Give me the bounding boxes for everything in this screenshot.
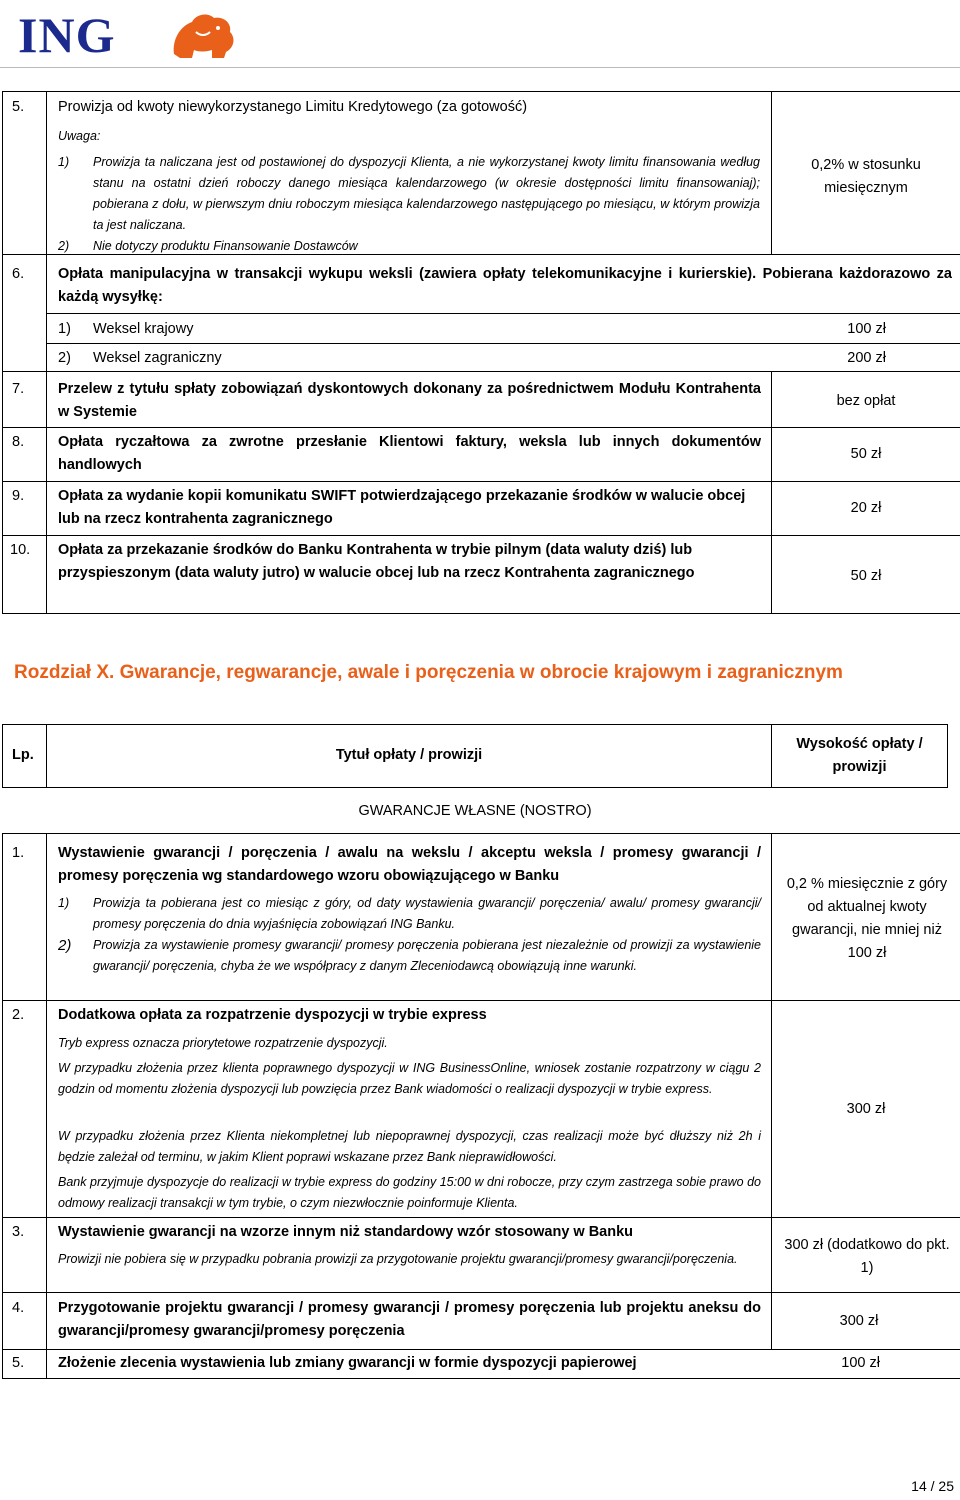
subheader: GWARANCJE WŁASNE (NOSTRO) xyxy=(358,803,592,819)
note-text: Prowizja ta pobierana jest co miesiąc z góry, od daty wystawienia gwarancji/ poręczenia/ awalu/ promesy gwarancji/ promesy poręczenia do dnia wyjaśnięcia zobowiązań ING Banku. xyxy=(93,896,761,931)
paragraph: W przypadku złożenia przez Klienta niekompletnej lub niepoprawnej dyspozycji, czas realizacji może być dłuższy niż 2h i będzie zależał od terminu, w jakim Klient poprawi wskazane przez Bank nieprawidłowości. xyxy=(58,1129,761,1164)
ing-logo xyxy=(18,7,228,63)
row-title: Opłata ryczałtowa za zwrotne przesłanie Klientowi faktury, weksla lub innych dokumentów handlowych xyxy=(58,434,761,473)
fee-value: 200 zł xyxy=(847,350,886,366)
fee-value: bez opłat xyxy=(836,393,896,409)
row-number: 2. xyxy=(12,1007,25,1023)
row-title: Opłata za przekazanie środków do Banku Kontrahenta w trybie pilnym (data waluty dziś) lub przyspieszonym (data waluty jutro) w walucie obcej lub na rzecz Kontrahenta zagranicznego xyxy=(58,542,695,581)
sub-number: 2) xyxy=(58,350,71,366)
row-number: 3. xyxy=(12,1224,25,1240)
column-header-title: Tytuł opłaty / prowizji xyxy=(335,747,483,763)
paragraph: Prowizji nie pobiera się w przypadku pobrania prowizji za przygotowanie projektu gwarancji/promesy gwarancji/poręczenia. xyxy=(58,1252,738,1266)
fee-value: 20 zł xyxy=(850,500,882,516)
fee-value: 300 zł xyxy=(846,1101,886,1117)
row-number: 9. xyxy=(12,488,25,504)
note-number: 2) xyxy=(58,239,70,253)
fee-value: 100 zł xyxy=(841,1355,880,1371)
row-title: Przygotowanie projektu gwarancji / promesy gwarancji / promesy poręczenia lub projektu aneksu do gwarancji/promesy gwarancji/promesy poręczenia xyxy=(58,1300,761,1339)
row-title: Dodatkowa opłata za rozpatrzenie dyspozycji w trybie express xyxy=(58,1007,487,1023)
lion-icon xyxy=(166,10,240,60)
sub-number: 1) xyxy=(58,321,71,337)
note-number: 1) xyxy=(58,896,70,910)
logo-text: ING xyxy=(18,7,116,63)
paragraph: W przypadku złożenia przez klienta poprawnego dyspozycji w ING BusinessOnline, wniosek zostanie rozpatrzony w ciągu 2 godzin od momentu złożenia dyspozycji lub powzięcia przez Bank wiadomości o realizacji dyspozycji w trybie express. xyxy=(58,1061,761,1096)
paragraph: Bank przyjmuje dyspozycje do realizacji w trybie express do godziny 15:00 w dni robocze, przy czym zastrzega sobie prawo do odmowy realizacji transakcji w tym trybie, o czym niezwłocznie poinformuje Klienta. xyxy=(58,1175,761,1210)
row-title: Opłata za wydanie kopii komunikatu SWIFT potwierdzającego przekazanie środków w walucie obcej lub na rzecz kontrahenta zagranicznego xyxy=(58,488,746,527)
row-title: Prowizja od kwoty niewykorzystanego Limitu Kredytowego (za gotowość) xyxy=(58,99,528,115)
column-header-lp: Lp. xyxy=(12,747,34,763)
sub-item: Weksel zagraniczny xyxy=(93,350,222,366)
column-header-fee: prowizji xyxy=(832,759,887,775)
note-text: Nie dotyczy produktu Finansowanie Dostawców xyxy=(93,239,358,253)
note-number: 1) xyxy=(58,155,70,169)
paragraph: Tryb express oznacza priorytetowe rozpatrzenie dyspozycji. xyxy=(58,1036,388,1050)
row-title: Opłata manipulacyjna w transakcji wykupu weksli (zawiera opłaty telekomunikacyjne i kurierskie). Pobierana każdorazowo za każdą wysyłkę: xyxy=(58,266,952,305)
row-number: 7. xyxy=(12,381,25,397)
row-title: Złożenie zlecenia wystawienia lub zmiany gwarancji w formie dyspozycji papierowej xyxy=(58,1355,637,1371)
row-number: 1. xyxy=(12,845,25,861)
row-title: Wystawienie gwarancji / poręczenia / awalu na wekslu / akceptu weksla / promesy gwarancji / promesy poręczenia wg standardowego wzoru obowiązującego w Banku xyxy=(58,845,761,884)
row-title: Przelew z tytułu spłaty zobowiązań dyskontowych dokonany za pośrednictwem Modułu Kontrahenta w Systemie xyxy=(58,381,761,420)
row-number: 8. xyxy=(12,434,25,450)
fee-value: 300 zł (dodatkowo do pkt. 1) xyxy=(784,1237,950,1276)
sub-item: Weksel krajowy xyxy=(93,321,194,337)
note-heading: Uwaga: xyxy=(58,129,101,143)
fee-value: 100 zł xyxy=(847,321,886,337)
fee-value: 300 zł xyxy=(839,1313,879,1329)
row-number: 5. xyxy=(12,1355,25,1371)
row-title: Wystawienie gwarancji na wzorze innym niż standardowy wzór stosowany w Banku xyxy=(58,1224,634,1240)
row-number: 5. xyxy=(12,99,25,115)
header-rule xyxy=(0,67,960,68)
fee-value: 50 zł xyxy=(850,446,882,462)
row-number: 4. xyxy=(12,1300,25,1316)
page-number: 14 / 25 xyxy=(911,1478,954,1494)
note-text: Prowizja ta naliczana jest od postawionej do dyspozycji Klienta, a nie wykorzystanej kwoty limitu finansowania według stanu na ostatni dzień roboczy danego miesiąca kalendarzowego (w okresie dostępności limitu finansowaniaj); pobierana z dołu, w pierwszym dniu roboczym miesiąca kalendarzowego następującego po miesiącu, w którym prowizja ta jest naliczana. xyxy=(93,155,760,232)
fee-value: 0,2% w stosunku xyxy=(811,157,921,173)
fee-value: miesięcznym xyxy=(824,180,908,196)
section-title: Rozdział X. Gwarancje, regwarancje, awale i poręczenia w obrocie krajowym i zagranicznym xyxy=(14,662,843,683)
fee-value: 0,2 % miesięcznie z góry od aktualnej kwoty gwarancji, nie mniej niż 100 zł xyxy=(786,876,948,961)
row-number: 10. xyxy=(10,542,31,558)
column-header-fee: Wysokość opłaty / xyxy=(796,736,923,752)
note-number: 2) xyxy=(58,937,72,954)
note-text: Prowizja za wystawienie promesy gwarancji/ promesy poręczenia pobierana jest niezależnie od prowizji za wystawienie gwarancji/ poręczenia, chyba że we współpracy z danym Zleceniodawcą obowiązują inne warunki. xyxy=(93,938,761,973)
row-number: 6. xyxy=(12,266,25,282)
fee-value: 50 zł xyxy=(850,568,882,584)
